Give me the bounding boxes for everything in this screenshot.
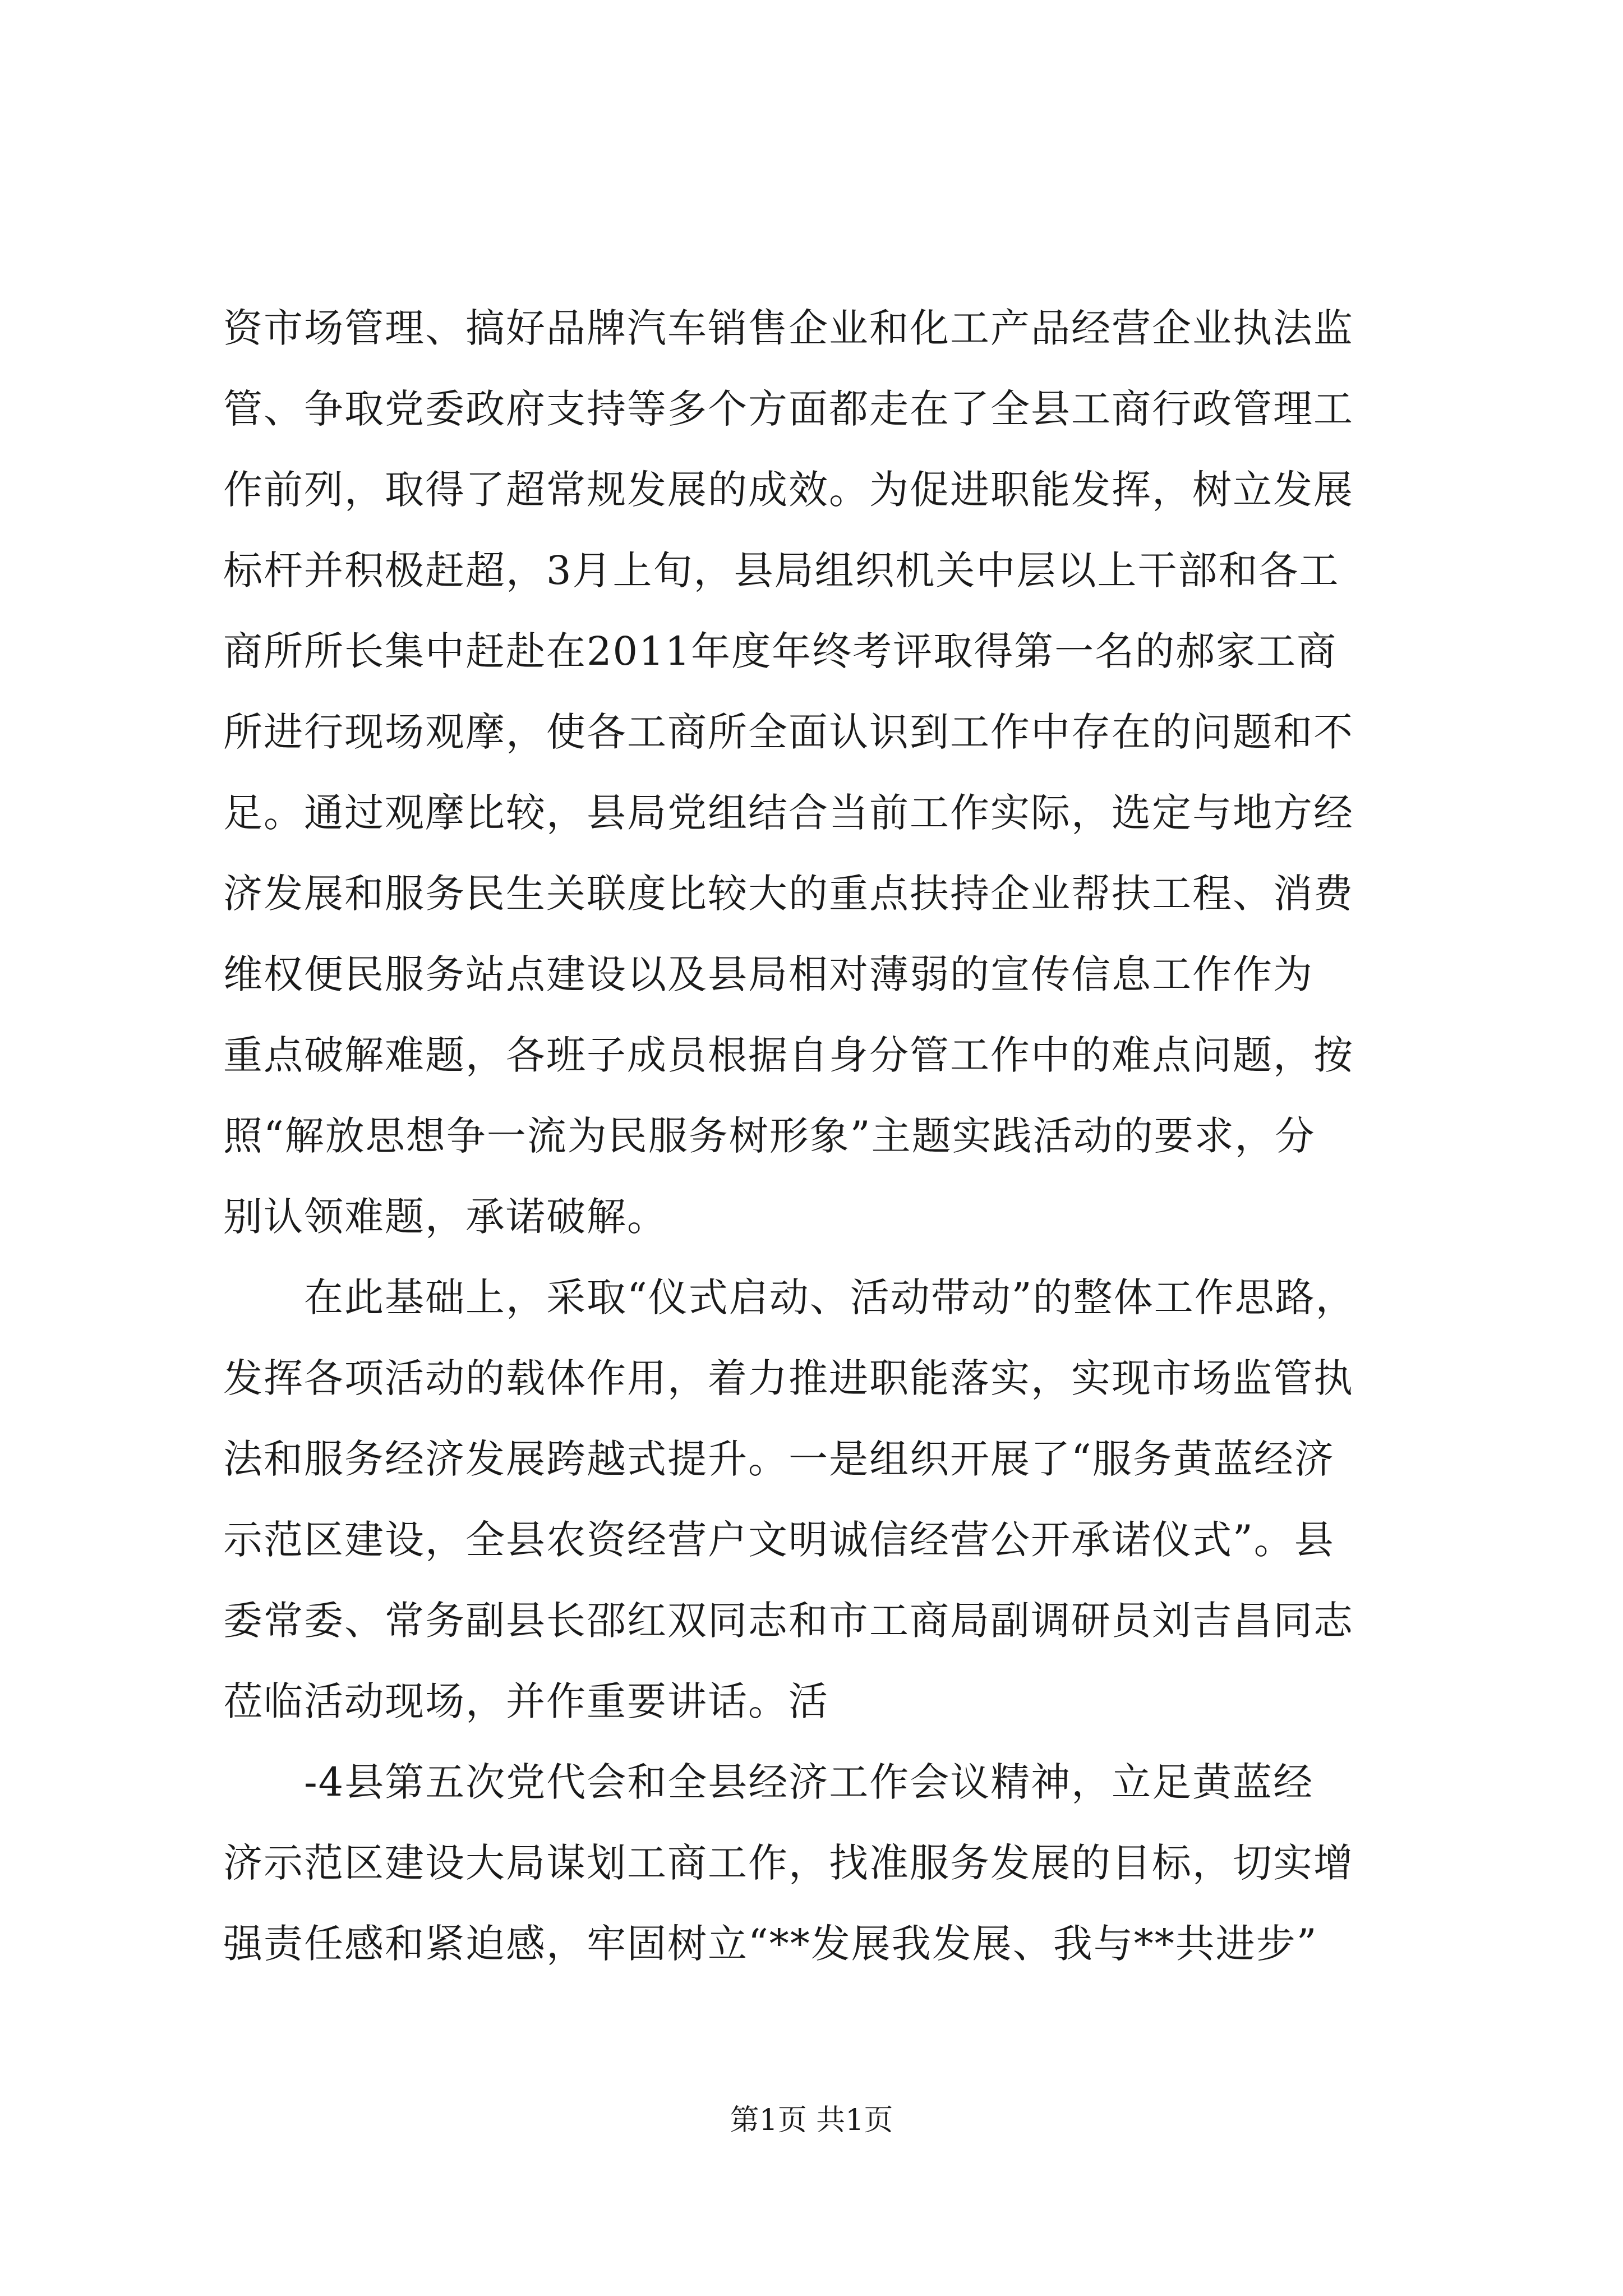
text-line: 作前列，取得了超常规发展的成效。为促进职能发挥，树立发展 [223, 467, 1354, 513]
text-line: 济发展和服务民生关联度比较大的重点扶持企业帮扶工程、消费 [223, 871, 1354, 917]
text-line: -4县第五次党代会和全县经济工作会议精神，立足黄蓝经 [304, 1759, 1314, 1805]
text-line: 管、争取党委政府支持等多个方面都走在了全县工商行政管理工 [223, 386, 1354, 432]
text-line: 维权便民服务站点建设以及县局相对薄弱的宣传信息工作作为 [223, 951, 1313, 997]
text-line: 莅临活动现场，并作重要讲话。活 [223, 1678, 829, 1724]
text-line: 资市场管理、搞好品牌汽车销售企业和化工产品经营企业执法监 [223, 305, 1354, 351]
text-line: 重点破解难题，各班子成员根据自身分管工作中的难点问题，按 [223, 1032, 1354, 1078]
text-line: 在此基础上，采取“仪式启动、活动带动”的整体工作思路， [304, 1274, 1356, 1320]
text-line: 法和服务经济发展跨越式提升。一是组织开展了“服务黄蓝经济 [223, 1436, 1335, 1482]
text-line: 商所所长集中赶赴在2011年度年终考评取得第一名的郝家工商 [223, 628, 1338, 674]
text-line: 所进行现场观摩，使各工商所全面认识到工作中存在的问题和不 [223, 709, 1354, 755]
text-line: 别认领难题，承诺破解。 [223, 1194, 667, 1240]
text-line: 示范区建设，全县农资经营户文明诚信经营公开承诺仪式”。县 [223, 1517, 1335, 1563]
text-line: 委常委、常务副县长邵红双同志和市工商局副调研员刘吉昌同志 [223, 1598, 1354, 1644]
text-line: 标杆并积极赶超，3月上旬，县局组织机关中层以上干部和各工 [223, 547, 1340, 593]
text-line: 足。通过观摩比较，县局党组结合当前工作实际，选定与地方经 [223, 790, 1354, 836]
text-line: 照“解放思想争一流为民服务树形象”主题实践活动的要求，分 [223, 1113, 1316, 1159]
text-line: 强责任感和紧迫感，牢固树立“**发展我发展、我与**共进步” [223, 1921, 1318, 1967]
text-line: 济示范区建设大局谋划工商工作，找准服务发展的目标，切实增 [223, 1840, 1354, 1886]
text-line: 发挥各项活动的载体作用，着力推进职能落实，实现市场监管执 [223, 1355, 1354, 1401]
page-footer: 第1页 共1页 [730, 2104, 893, 2137]
